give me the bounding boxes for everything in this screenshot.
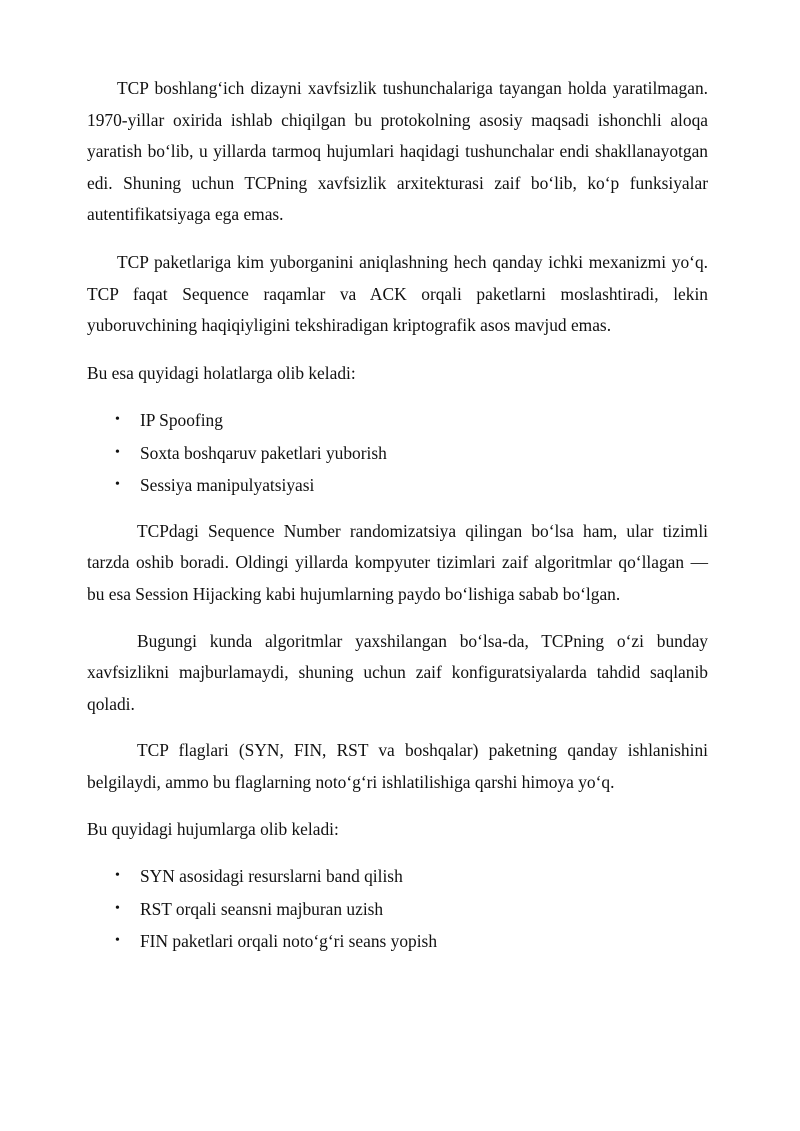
list-item: • SYN asosidagi resurslarni band qilish (87, 860, 708, 893)
bullet-icon: • (115, 933, 120, 949)
paragraph-tcp-authentication: TCP paketlariga kim yuborganini aniqlashning hech qanday ichki mexanizmi yo‘q. TCP faqat Sequence raqamlar va ACK orqali paketlarni moslashtiradi, lekin yuboruvchining haqiqiyligini tekshiradigan kriptografik asos mavjud emas. (87, 251, 708, 336)
consequences-list (87, 404, 708, 502)
list-item: • Sessiya manipulyatsiyasi (87, 469, 708, 502)
paragraph-tcp-flags: TCP flaglari (SYN, FIN, RST va boshqalar) paketning qanday ishlanishini belgilaydi, ammo bu flaglarning noto‘g‘ri ishlatilishiga qarshi himoya yo‘q. (87, 740, 708, 792)
paragraph-algorithms: Bugungi kunda algoritmlar yaxshilangan bo‘lsa-da, TCPning o‘zi bunday xavfsizlikni majburlamaydi, shuning uchun zaif konfiguratsiyalarda tahdid saqlanib qoladi. (87, 630, 708, 714)
list-item: • IP Spoofing (87, 404, 708, 437)
bullet-icon: • (115, 477, 120, 493)
bullet-icon: • (115, 868, 120, 884)
attacks-list (87, 860, 708, 958)
bullet-icon: • (115, 412, 120, 428)
document-page (87, 73, 708, 958)
paragraph-tcp-design: TCP boshlang‘ich dizayni xavfsizlik tushunchalariga tayangan holda yaratilmagan. 1970-yillar oxirida ishlab chiqilgan bu protokolning asosiy maqsadi ishonchli aloqa yaratish bo‘lib, u yillarda tarmoq hujumlari haqidagi tushunchalar endi shakllanayotgan edi. Shuning uchun TCPning xavfsizlik arxitekturasi zaif bo‘lib, ko‘p funksiyalar autentifikatsiyaga ega emas. (87, 78, 708, 225)
list-item: • Soxta boshqaruv paketlari yuborish (87, 437, 708, 470)
paragraph-sequence-number: TCPdagi Sequence Number randomizatsiya qilingan bo‘lsa ham, ular tizimli tarzda oshib boradi. Oldingi yillarda kompyuter tizimlari zaif algoritmlar qo‘llagan — bu esa Session Hijacking kabi hujumlarning paydo bo‘lishiga sabab bo‘lgan. (87, 520, 708, 605)
list-item: • FIN paketlari orqali noto‘g‘ri seans yopish (87, 925, 708, 958)
bullet-icon: • (115, 444, 120, 460)
paragraph-attacks-intro: Bu quyidagi hujumlarga olib keladi: (87, 818, 339, 839)
list-item: • RST orqali seansni majburan uzish (87, 893, 708, 926)
paragraph-consequences-intro: Bu esa quyidagi holatlarga olib keladi: (87, 362, 356, 383)
bullet-icon: • (115, 900, 120, 916)
